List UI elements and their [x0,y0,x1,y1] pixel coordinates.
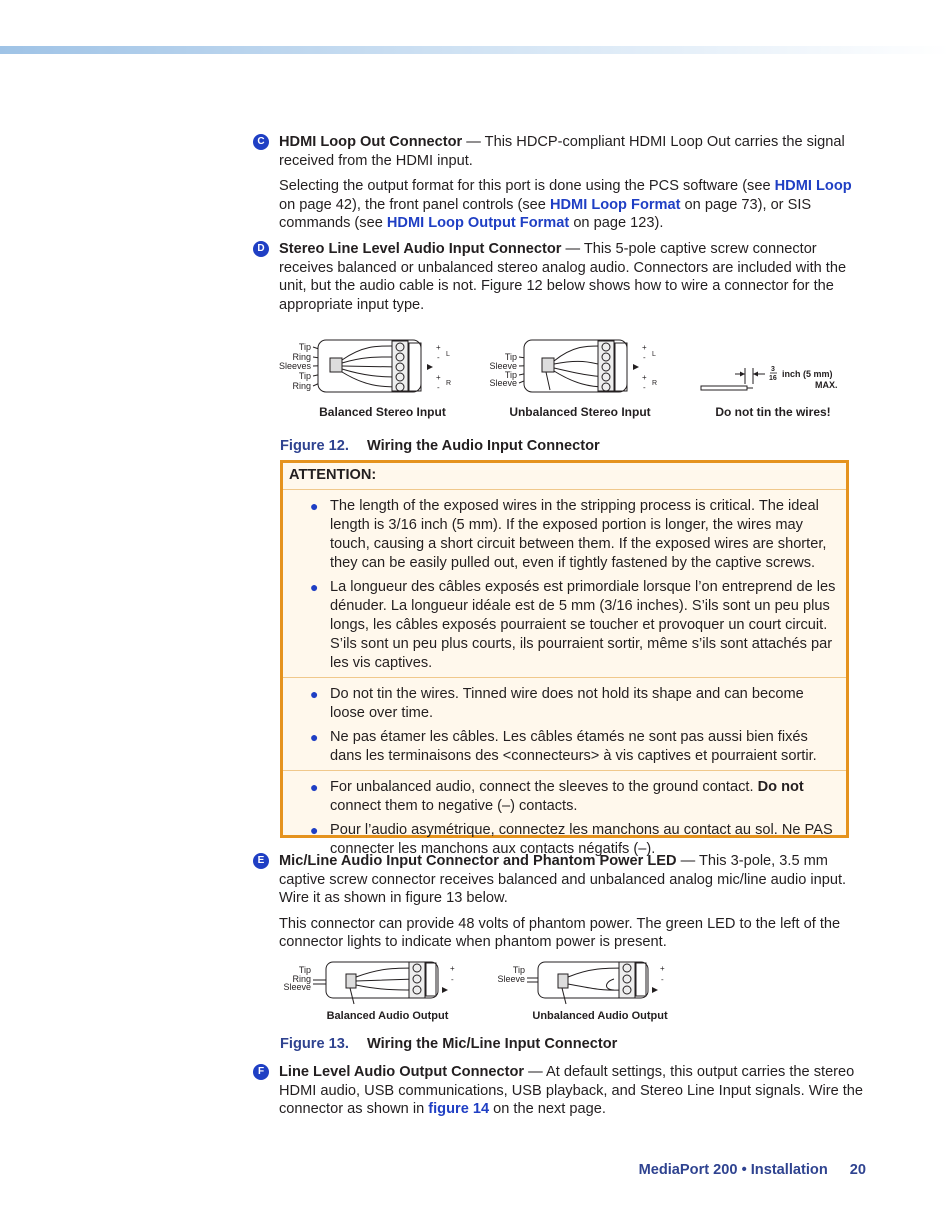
fraction-denominator: 16 [769,375,777,382]
section-badge-d: D [253,241,269,257]
paragraph: Line Level Audio Output Connector — At default settings, this output carries the stereo HDMI audio, USB communications, USB playback, and Stereo Line Input signals. Wire the connector as shown in figure 14 on the next page. [279,1064,864,1118]
pin-sign: + [436,373,441,382]
page-number: 20 [849,1162,866,1178]
footer-title: MediaPort 200 • Installation [638,1162,828,1178]
channel-label: L [652,351,656,358]
wire-label: Sleeves [278,361,311,371]
pin-sign: - [437,353,440,362]
wire-label: Sleeve [283,982,311,992]
channel-label: R [652,380,658,387]
pin-sign: - [643,353,646,362]
wire-label: Tip [512,965,525,975]
section-mic-line-input [257,852,869,952]
pin-sign: - [643,383,646,392]
figure13-balanced-caption: Balanced Audio Output [326,1010,449,1022]
wire-label: Tip [298,371,311,381]
attention-item: ● The length of the exposed wires in the stripping process is critical. The ideal length is 3/16 inch (5 mm). If the exposed portion is longer, the wires may touch, causing a short circuit between them. If the exposed wires are shorter, they can be easily pulled out, even if tightly fastened by the captive screws. [310,498,827,571]
attention-heading: ATTENTION: [283,463,846,490]
section-hdmi-loop-out [257,133,869,233]
attention-group [283,771,846,863]
pin-sign: + [436,343,441,352]
paragraph: Mic/Line Audio Input Connector and Phantom Power LED — This 3-pole, 3.5 mm captive screw connector receives balanced and unbalanced analog mic/line audio input. Wire it as shown in figure 13 below. [279,853,847,907]
strip-length-max: MAX. [815,380,838,390]
attention-item: ● For unbalanced audio, connect the sleeves to the ground contact. Do not connect them to negative (–) contacts. [310,779,804,814]
link-hdmi-loop[interactable]: HDMI Loop [774,178,852,195]
figure12-balanced-diagram [270,334,460,396]
section-heading: HDMI Loop Out Connector [279,134,463,150]
pin-sign: - [451,975,454,984]
channel-label: L [446,351,450,358]
page-footer [639,1162,866,1178]
figure12-tin-caption: Do not tin the wires! [715,405,831,419]
figure12-unbalanced-diagram [480,334,670,396]
link-figure-14[interactable]: figure 14 [428,1101,490,1118]
wire-label: Sleeve [489,378,517,388]
paragraph: This connector can provide 48 volts of phantom power. The green LED to the left of the connector lights to indicate when phantom power is present. [279,915,841,951]
pin-sign: + [660,964,665,973]
wire-label: Tip [504,370,517,380]
figure13-unbalanced-caption: Unbalanced Audio Output [532,1010,668,1022]
pin-sign: + [642,343,647,352]
link-hdmi-loop-format[interactable]: HDMI Loop Format [549,196,681,213]
channel-label: R [446,380,452,387]
figure13-balanced-diagram [270,958,470,1006]
section-line-level-output [257,1063,869,1119]
wire-label: Ring [292,352,311,362]
section-stereo-line-input [257,240,869,314]
paragraph: Stereo Line Level Audio Input Connector — This 5-pole captive screw connector receives balanced or unbalanced stereo analog audio. Connectors are included with the unit, but the audio cable is not. Figure 12 below shows how to wire a connector for the appropriate input type. [279,241,847,313]
link-hdmi-loop-output-format[interactable]: HDMI Loop Output Format [386,215,570,232]
attention-item: ● Ne pas étamer les câbles. Les câbles étamés ne sont pas aussi bien fixés dans les terminaisons des <connecteurs> à vis captives et pourraient sortir. [310,729,817,764]
fraction-numerator: 3 [771,366,775,373]
paragraph: Selecting the output format for this port is done using the PCS software (see HDMI Loop on page 42), the front panel controls (see HDMI Loop Format on page 73), or SIS commands (see HDMI Loop Output Format on page 123). [279,178,852,232]
section-badge-f: F [253,1064,269,1080]
wire-label: Tip [298,965,311,975]
pin-sign: + [642,373,647,382]
figure12-caption: Figure 12. Wiring the Audio Input Connector [280,438,600,454]
figure13-caption: Figure 13. Wiring the Mic/Line Input Connector [280,1036,618,1052]
wire-label: Tip [298,342,311,352]
attention-group [283,490,846,678]
strip-length-note: inch (5 mm) [782,369,833,379]
attention-item: ● Do not tin the wires. Tinned wire does not hold its shape and can become loose over time. [310,686,804,721]
wire-label: Ring [292,381,311,391]
section-heading: Line Level Audio Output Connector [279,1064,525,1080]
figure13-unbalanced-diagram [480,958,680,1006]
header-gradient-bar [0,46,950,54]
section-heading: Mic/Line Audio Input Connector and Phantom Power LED [279,853,677,869]
section-badge-c: C [253,134,269,150]
wire-label: Sleeve [497,974,525,984]
attention-item: ● La longueur des câbles exposés est primordiale lorsque l’on entreprend de les dénuder. La longueur idéale est de 5 mm (3/16 inches). S’ils sont un peu plus longs, les câbles exposés pourraient se toucher et provoquer un court circuit. S’ils sont un peu plus courts, ils pourraient sortir, même s’ils sont attachés par les vis captives. [310,579,836,671]
section-heading: Stereo Line Level Audio Input Connector [279,241,562,257]
pin-sign: + [450,964,455,973]
pin-sign: - [437,383,440,392]
attention-item: ● Pour l’audio asymétrique, connectez les manchons au contact au sol. Ne PAS connecter les manchons aux contacts négatifs (–). [310,822,833,857]
wire-label: Ring [292,974,311,984]
attention-box [280,460,849,857]
paragraph: HDMI Loop Out Connector — This HDCP-compliant HDMI Loop Out carries the signal received from the HDMI input. [279,134,845,169]
figure12-balanced-caption: Balanced Stereo Input [319,405,446,419]
pin-sign: - [661,975,664,984]
wire-label: Tip [504,352,517,362]
section-badge-e: E [253,853,269,869]
figure12-strip-length-diagram [695,362,845,396]
figure12-unbalanced-caption: Unbalanced Stereo Input [509,405,651,419]
attention-group [283,678,846,771]
wire-label: Sleeve [489,361,517,371]
